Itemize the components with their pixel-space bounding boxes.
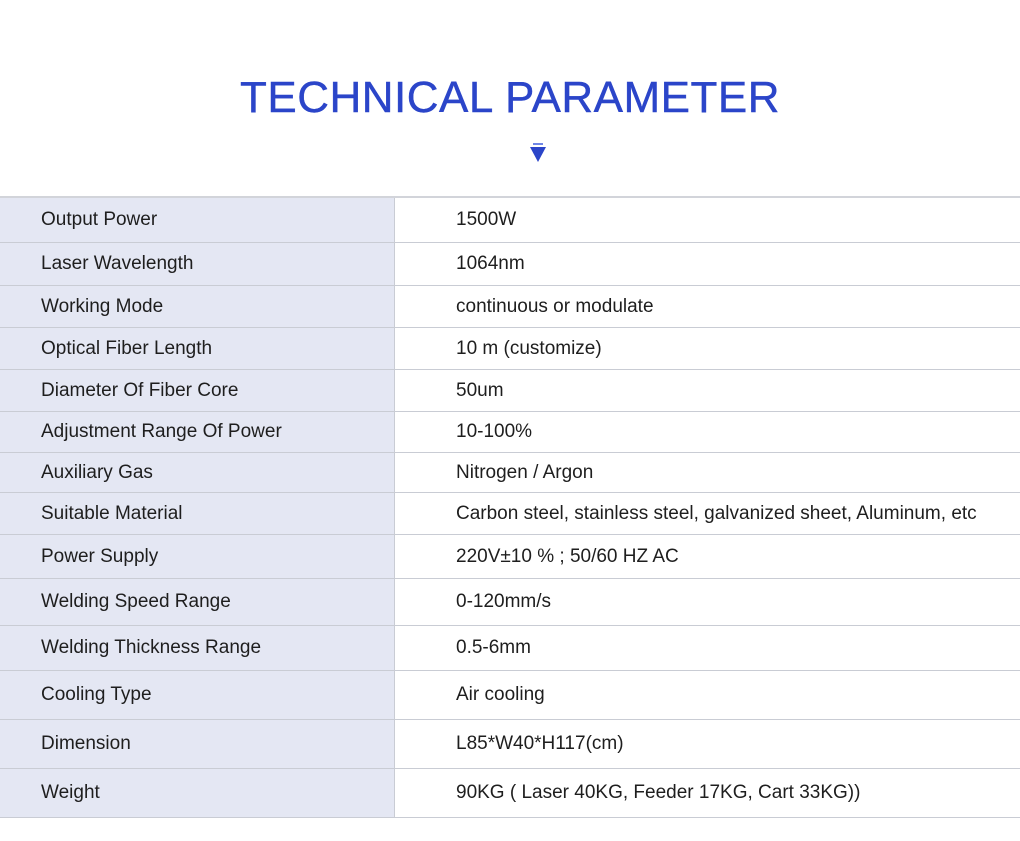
parameter-label: Diameter Of Fiber Core: [0, 370, 395, 411]
parameter-label: Power Supply: [0, 535, 395, 578]
parameter-label: Auxiliary Gas: [0, 453, 395, 492]
triangle-down-icon: [530, 143, 546, 163]
table-row: [0, 720, 1020, 769]
parameter-value: 0.5-6mm: [395, 626, 1020, 670]
table-row: [0, 626, 1020, 671]
parameter-label: Working Mode: [0, 286, 395, 327]
parameter-value: Carbon steel, stainless steel, galvanized sheet, Aluminum, etc: [395, 493, 1020, 534]
parameter-label: Cooling Type: [0, 671, 395, 719]
parameter-value: Nitrogen / Argon: [395, 453, 1020, 492]
parameter-value: 90KG ( Laser 40KG, Feeder 17KG, Cart 33KG)): [395, 769, 1020, 817]
table-row: [0, 453, 1020, 493]
table-row: [0, 286, 1020, 328]
parameter-value: 1500W: [395, 198, 1020, 242]
parameter-label: Suitable Material: [0, 493, 395, 534]
table-row: [0, 671, 1020, 720]
table-row: [0, 412, 1020, 453]
table-row: [0, 769, 1020, 818]
parameter-label: Output Power: [0, 198, 395, 242]
parameter-label: Weight: [0, 769, 395, 817]
parameter-value: 220V±10 % ; 50/60 HZ AC: [395, 535, 1020, 578]
parameter-label: Optical Fiber Length: [0, 328, 395, 369]
parameter-label: Welding Thickness Range: [0, 626, 395, 670]
page-title: TECHNICAL PARAMETER: [239, 73, 780, 122]
parameter-value: 50um: [395, 370, 1020, 411]
table-row: [0, 243, 1020, 286]
parameter-label: Laser Wavelength: [0, 243, 395, 285]
table-row: [0, 493, 1020, 535]
parameter-value: Air cooling: [395, 671, 1020, 719]
parameter-table: [0, 196, 1020, 818]
parameter-label: Adjustment Range Of Power: [0, 412, 395, 452]
parameter-label: Welding Speed Range: [0, 579, 395, 625]
parameter-value: 1064nm: [395, 243, 1020, 285]
parameter-label: Dimension: [0, 720, 395, 768]
table-row: [0, 535, 1020, 579]
parameter-value: continuous or modulate: [395, 286, 1020, 327]
table-row: [0, 198, 1020, 243]
table-row: [0, 328, 1020, 370]
parameter-value: 0-120mm/s: [395, 579, 1020, 625]
parameter-value: 10 m (customize): [395, 328, 1020, 369]
parameter-value: L85*W40*H117(cm): [395, 720, 1020, 768]
table-row: [0, 370, 1020, 412]
parameter-value: 10-100%: [395, 412, 1020, 452]
table-row: [0, 579, 1020, 626]
